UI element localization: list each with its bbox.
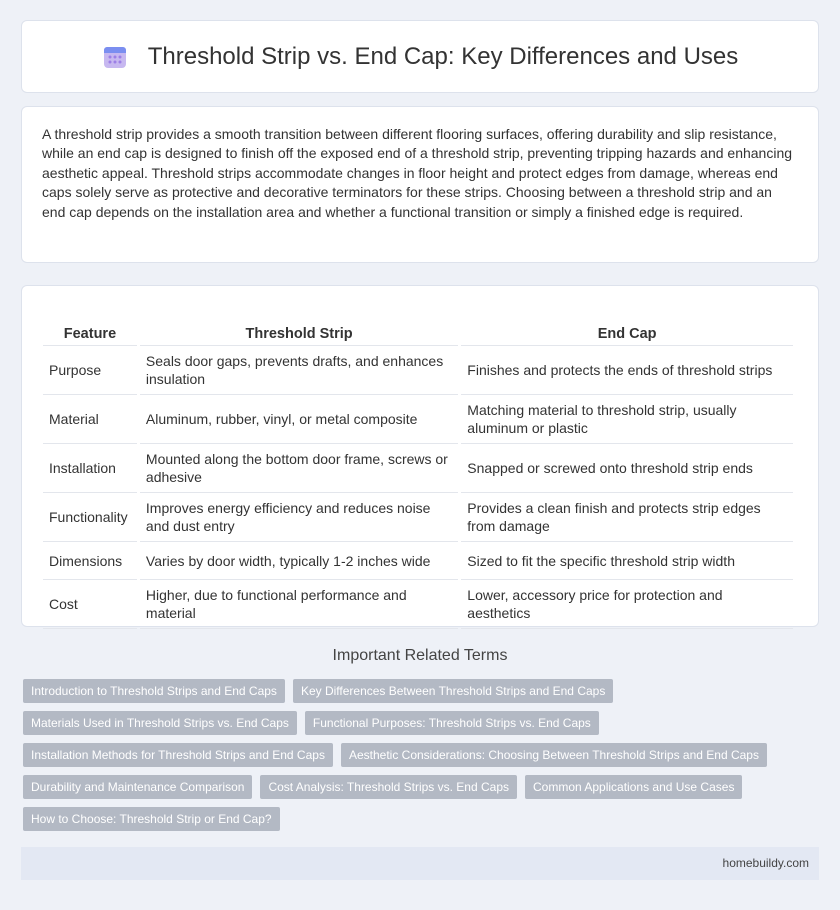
related-term-tag[interactable]: Introduction to Threshold Strips and End Caps xyxy=(23,679,285,703)
related-term-tag[interactable]: Cost Analysis: Threshold Strips vs. End Caps xyxy=(260,775,517,799)
related-term-tag[interactable]: Durability and Maintenance Comparison xyxy=(23,775,252,799)
feature-cell: Purpose xyxy=(43,346,137,395)
threshold-strip-cell: Varies by door width, typically 1-2 inches wide xyxy=(140,542,458,580)
page-title-text: Threshold Strip vs. End Cap: Key Differences and Uses xyxy=(147,42,739,70)
end-cap-cell: Provides a clean finish and protects strip edges from damage xyxy=(461,493,793,542)
header-threshold-strip: Threshold Strip xyxy=(140,306,458,346)
header-end-cap: End Cap xyxy=(461,306,793,346)
related-term-tag[interactable]: Common Applications and Use Cases xyxy=(525,775,742,799)
related-term-tag[interactable]: Aesthetic Considerations: Choosing Between Threshold Strips and End Caps xyxy=(341,743,767,767)
feature-cell: Dimensions xyxy=(43,542,137,580)
header-card xyxy=(21,20,819,93)
threshold-strip-cell: Aluminum, rubber, vinyl, or metal composite xyxy=(140,395,458,444)
tag-row xyxy=(23,775,823,799)
feature-cell: Cost xyxy=(43,580,137,629)
related-term-tag[interactable]: Materials Used in Threshold Strips vs. End Caps xyxy=(23,711,297,735)
related-term-tag[interactable]: Functional Purposes: Threshold Strips vs. End Caps xyxy=(305,711,599,735)
page-title xyxy=(102,43,739,71)
calendar-icon xyxy=(102,44,128,70)
table-row xyxy=(43,395,793,444)
related-term-tag[interactable]: Key Differences Between Threshold Strips and End Caps xyxy=(293,679,613,703)
intro-card xyxy=(21,106,819,263)
table-header-row xyxy=(43,306,793,346)
table-row xyxy=(43,493,793,542)
related-terms-title: Important Related Terms xyxy=(332,647,508,664)
comparison-table-card xyxy=(21,285,819,627)
threshold-strip-cell: Higher, due to functional performance and material xyxy=(140,580,458,629)
feature-cell: Material xyxy=(43,395,137,444)
threshold-strip-cell: Improves energy efficiency and reduces noise and dust entry xyxy=(140,493,458,542)
feature-cell: Functionality xyxy=(43,493,137,542)
threshold-strip-cell: Seals door gaps, prevents drafts, and enhances insulation xyxy=(140,346,458,395)
related-term-tag[interactable]: How to Choose: Threshold Strip or End Cap? xyxy=(23,807,280,831)
related-terms-list xyxy=(23,679,823,839)
table-row xyxy=(43,346,793,395)
header-feature: Feature xyxy=(43,306,137,346)
end-cap-cell: Finishes and protects the ends of threshold strips xyxy=(461,346,793,395)
end-cap-cell: Snapped or screwed onto threshold strip ends xyxy=(461,444,793,493)
tag-row xyxy=(23,711,823,735)
table-row xyxy=(43,444,793,493)
end-cap-cell: Matching material to threshold strip, usually aluminum or plastic xyxy=(461,395,793,444)
feature-cell: Installation xyxy=(43,444,137,493)
tag-row xyxy=(23,679,823,703)
footer xyxy=(21,847,819,880)
end-cap-cell: Lower, accessory price for protection and aesthetics xyxy=(461,580,793,629)
footer-site-link[interactable]: homebuildy.com xyxy=(722,856,809,870)
table-row xyxy=(43,542,793,580)
table-row xyxy=(43,580,793,629)
intro-paragraph: A threshold strip provides a smooth transition between different flooring surfaces, offering durability and slip resistance, while an end cap is designed to finish off the exposed end of a threshold strip, preventing tripping hazards and enhancing aesthetic appeal. Threshold strips accommodate changes in floor height and protect edges from damage, whereas end caps solely serve as protective and decorative terminators for these strips. Choosing between a threshold strip and an end cap depends on the installation area and whether a functional transition or simply a finished edge is required. xyxy=(42,126,793,220)
threshold-strip-cell: Mounted along the bottom door frame, screws or adhesive xyxy=(140,444,458,493)
end-cap-cell: Sized to fit the specific threshold strip width xyxy=(461,542,793,580)
tag-row xyxy=(23,807,823,831)
related-term-tag[interactable]: Installation Methods for Threshold Strips and End Caps xyxy=(23,743,333,767)
tag-row xyxy=(23,743,823,767)
comparison-table xyxy=(40,306,796,629)
